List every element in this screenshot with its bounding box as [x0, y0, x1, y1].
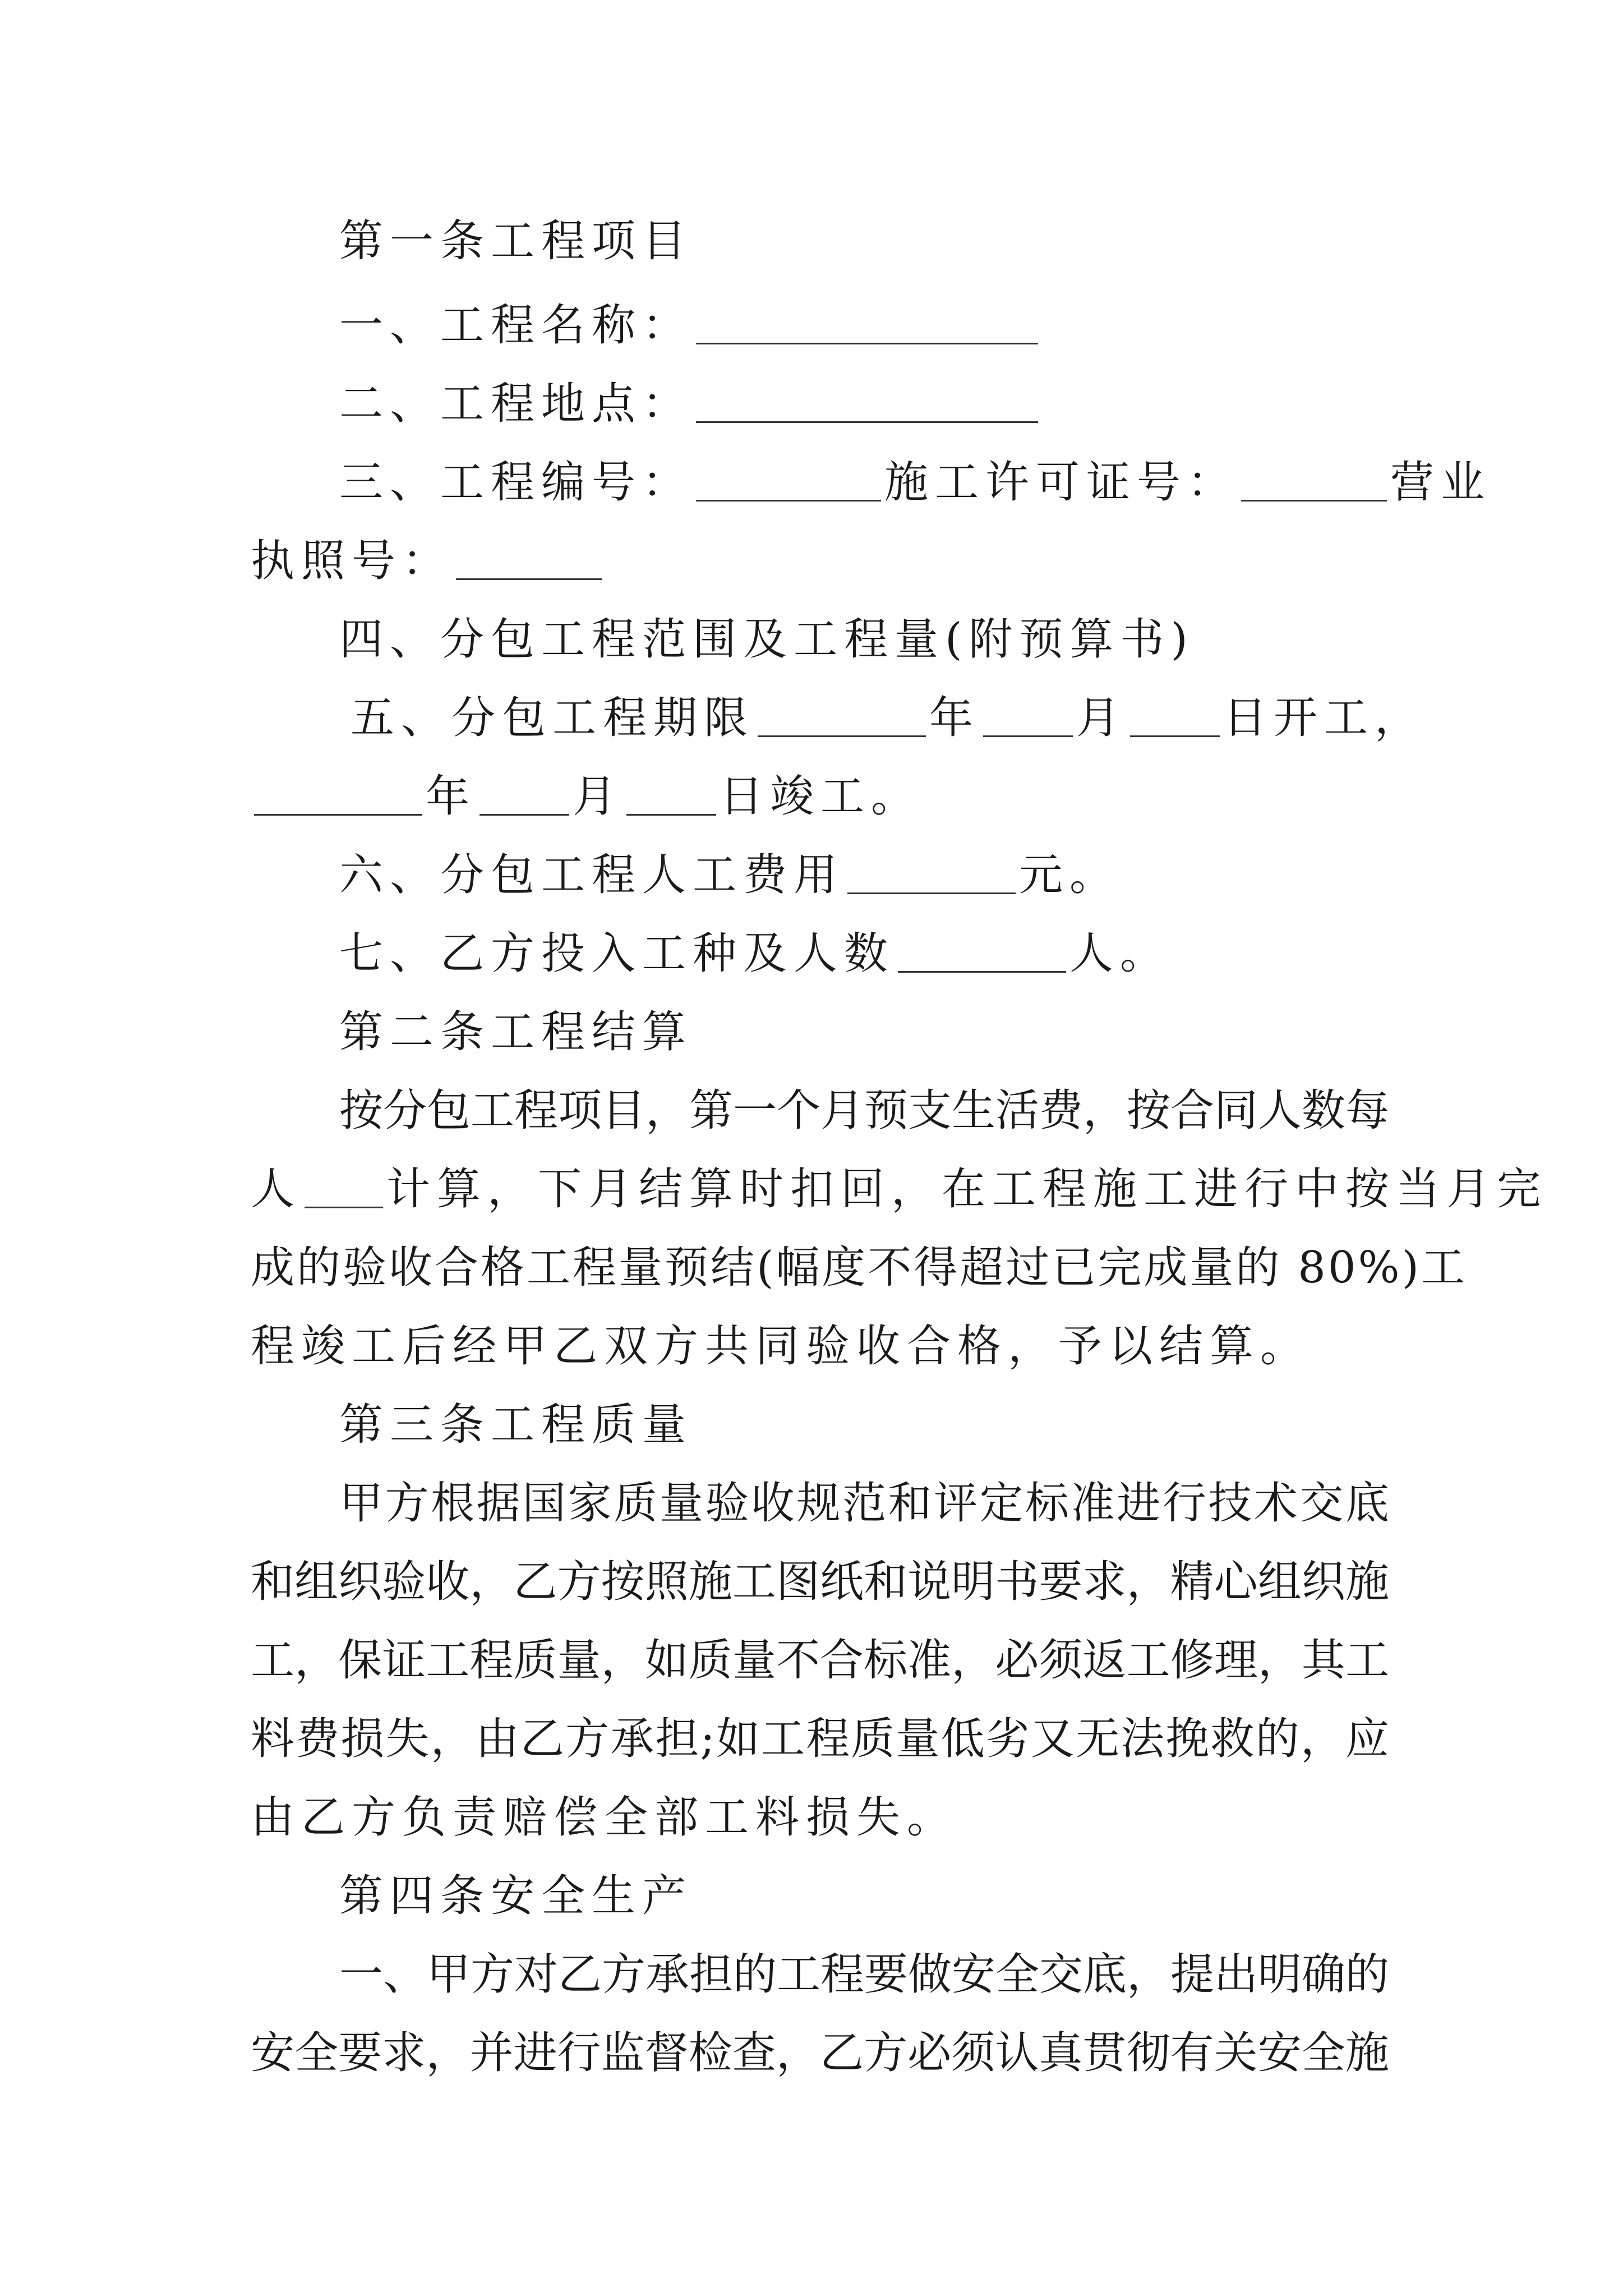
quality-line-1: 甲方根据国家质量验收规范和评定标准进行技术交底 [339, 1478, 1389, 1529]
business-license-blank[interactable] [456, 539, 602, 580]
period-row: 五、分包工程期限 年 月 日开工， [351, 693, 1426, 743]
end-year-blank[interactable] [254, 775, 422, 816]
start-day-blank[interactable] [1130, 696, 1220, 737]
permit-number-blank[interactable] [1241, 461, 1387, 501]
settlement-line-2: 人 计算，下月结算时扣回，在工程施工进行中按当月完 [251, 1164, 1548, 1214]
end-day-blank[interactable] [626, 775, 716, 816]
start-year-blank[interactable] [758, 696, 926, 737]
scope-row: 四、分包工程范围及工程量(附预算书) [339, 614, 1195, 665]
labor-cost-blank[interactable] [847, 853, 1016, 894]
labor-cost-row: 六、分包工程人工费用 元。 [339, 850, 1121, 900]
completion-row: 年 月 日竣工。 [251, 754, 1389, 839]
quality-line-4: 料费损失，由乙方承担;如工程质量低劣又无法挽救的，应 [251, 1714, 1389, 1764]
quality-line-5: 由乙方负责赔偿全部工料损失。 [251, 1792, 958, 1843]
project-name-blank[interactable] [696, 303, 1038, 344]
safety-line-2: 安全要求，并进行监督检查，乙方必须认真贯彻有关安全施 [251, 2028, 1389, 2078]
safety-line-1: 一、甲方对乙方承担的工程要做安全交底，提出明确的 [339, 1949, 1390, 2000]
article-4-heading: 第四条安全生产 [339, 1871, 693, 1921]
project-number-row: 三、工程编号： 施工许可证号： 营业 [339, 457, 1492, 508]
project-location-blank[interactable] [696, 382, 1038, 423]
quality-line-2: 和组织验收，乙方按照施工图纸和说明书要求，精心组织施 [251, 1557, 1389, 1607]
project-number-blank[interactable] [696, 461, 881, 501]
start-month-blank[interactable] [983, 696, 1073, 737]
settlement-line-1: 按分包工程项目，第一个月预支生活费，按合同人数每 [339, 1085, 1390, 1136]
workers-count-blank[interactable] [898, 932, 1066, 973]
workers-row: 七、乙方投入工种及人数 人。 [339, 928, 1171, 979]
article-2-heading: 第二条工程结算 [339, 1007, 693, 1057]
article-1-heading: 第一条工程项目 [339, 216, 693, 266]
settlement-line-4: 程竣工后经甲乙双方共同验收合格，予以结算。 [251, 1321, 1311, 1372]
business-license-row: 执照号： [251, 519, 1389, 603]
settlement-line-3: 成的验收合格工程量预结(幅度不得超过已完成量的 80%)工 [251, 1243, 1468, 1293]
project-name-row: 一、工程名称： [251, 283, 1389, 367]
quality-line-3: 工，保证工程质量，如质量不合标准，必须返工修理，其工 [251, 1635, 1389, 1686]
living-allowance-blank[interactable] [305, 1167, 383, 1208]
project-location-row: 二、工程地点： [251, 362, 1389, 446]
article-3-heading: 第三条工程质量 [339, 1400, 693, 1450]
end-month-blank[interactable] [479, 775, 569, 816]
